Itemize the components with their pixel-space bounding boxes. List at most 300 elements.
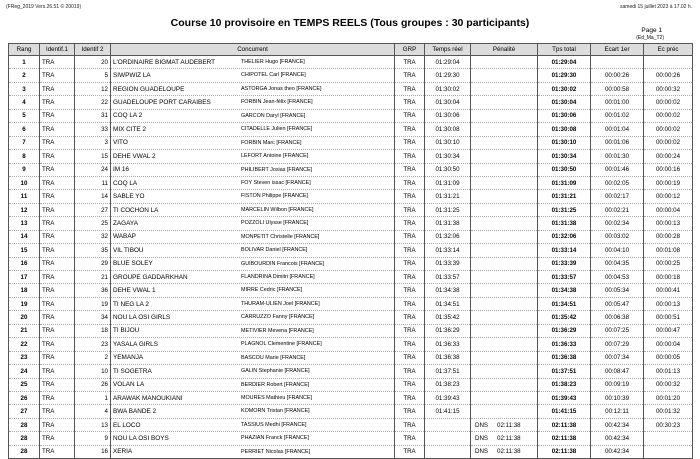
row-group: TRA (395, 176, 425, 189)
row-total-time: 01:39:43 (538, 391, 591, 404)
col-rang: Rang (9, 44, 40, 56)
row-penalty (471, 244, 538, 257)
row-gap-previous: 00:00:32 (644, 82, 693, 95)
table-row (9, 217, 693, 230)
row-gap-first: 00:01:00 (591, 96, 644, 109)
row-total-time: 01:29:30 (538, 69, 591, 82)
row-competitor (111, 230, 395, 243)
boat-name: WABAP (113, 233, 136, 241)
row-bib-number: 2 (75, 351, 111, 364)
row-total-time: 01:30:10 (538, 136, 591, 149)
row-competitor (111, 176, 395, 189)
row-rank: 28 (9, 445, 40, 458)
row-bib-number: 23 (75, 338, 111, 351)
row-category: TRA (40, 96, 75, 109)
row-penalty (471, 391, 538, 404)
row-gap-first: 00:03:02 (591, 230, 644, 243)
row-real-time: 01:31:38 (425, 217, 471, 230)
row-total-time: 01:33:14 (538, 244, 591, 257)
row-total-time: 01:31:25 (538, 203, 591, 216)
table-row (9, 109, 693, 122)
row-category: TRA (40, 163, 75, 176)
skipper-name: GARCON Daryl [FRANCE] (241, 112, 306, 119)
skipper-name: KOMORN Tristan [FRANCE] (241, 408, 310, 415)
row-total-time: 01:41:15 (538, 405, 591, 418)
row-rank: 17 (9, 271, 40, 284)
row-category: TRA (40, 284, 75, 297)
row-real-time: 01:39:43 (425, 391, 471, 404)
row-total-time: 01:31:21 (538, 190, 591, 203)
row-bib-number: 4 (75, 405, 111, 418)
boat-name: COQ LA (113, 179, 138, 187)
row-real-time: 01:30:08 (425, 123, 471, 136)
skipper-name: FLANDRINA Dimitri [FRANCE] (241, 274, 315, 280)
row-penalty (471, 365, 538, 378)
row-penalty (471, 324, 538, 337)
skipper-name: CITADELLE Julien [FRANCE] (241, 126, 313, 133)
row-rank: 1 (9, 56, 40, 69)
table-header-row (9, 44, 693, 56)
row-real-time: 01:38:23 (425, 378, 471, 391)
table-row (9, 96, 693, 109)
row-gap-first: 00:42:34 (591, 445, 644, 458)
row-bib-number: 34 (75, 311, 111, 324)
row-competitor (111, 338, 395, 351)
row-group: TRA (395, 150, 425, 163)
row-penalty (471, 96, 538, 109)
boat-name: COQ LA 2 (113, 112, 143, 120)
row-category: TRA (40, 297, 75, 310)
row-competitor (111, 432, 395, 445)
row-group: TRA (395, 311, 425, 324)
row-group: TRA (395, 82, 425, 95)
row-competitor (111, 297, 395, 310)
boat-name: BWA BANDE 2 (113, 408, 157, 416)
row-gap-previous: 00:00:02 (644, 136, 693, 149)
row-real-time: 01:30:06 (425, 109, 471, 122)
row-competitor (111, 257, 395, 270)
boat-name: VOLAN LA (113, 381, 145, 389)
boat-name: SABLE YO (113, 193, 145, 201)
skipper-name: FOY Steven issac [FRANCE] (241, 179, 311, 186)
row-gap-first: 00:04:10 (591, 244, 644, 257)
row-bib-number: 12 (75, 82, 111, 95)
table-row (9, 391, 693, 404)
row-rank: 19 (9, 297, 40, 310)
row-category: TRA (40, 257, 75, 270)
boat-name: REGION GUADELOUPE (113, 85, 185, 93)
row-rank: 8 (9, 150, 40, 163)
row-category: TRA (40, 69, 75, 82)
boat-name: GROUPE GADDARKHAN (113, 273, 188, 281)
skipper-name: FORBIN Jean-félix [FRANCE] (241, 99, 313, 106)
row-penalty (471, 271, 538, 284)
boat-name: ARAWAK MANOUKIANI (113, 394, 183, 402)
row-real-time: 01:36:33 (425, 338, 471, 351)
row-penalty (471, 217, 538, 230)
row-real-time: 01:30:04 (425, 96, 471, 109)
row-real-time (425, 418, 471, 431)
row-penalty (471, 257, 538, 270)
row-group: TRA (395, 284, 425, 297)
row-gap-first: 00:01:46 (591, 163, 644, 176)
row-bib-number: 33 (75, 123, 111, 136)
row-competitor (111, 190, 395, 203)
row-category: TRA (40, 136, 75, 149)
row-total-time: 01:34:51 (538, 297, 591, 310)
row-bib-number: 21 (75, 271, 111, 284)
row-competitor (111, 56, 395, 69)
row-gap-first: 00:02:05 (591, 176, 644, 189)
boat-name: TI COCHON LA (113, 206, 159, 214)
boat-name: TI BIJOU (113, 327, 140, 335)
row-group: TRA (395, 230, 425, 243)
row-penalty (471, 432, 538, 445)
row-competitor (111, 96, 395, 109)
row-category: TRA (40, 230, 75, 243)
row-category: TRA (40, 311, 75, 324)
table-row (9, 324, 693, 337)
skipper-name: PHILIBERT Josias [FRANCE] (241, 166, 313, 173)
boat-name: ZAGAYA (113, 219, 138, 227)
software-version: (FReg_2019 Vers.26.51 © 20019) (6, 4, 82, 10)
row-gap-previous: 00:00:05 (644, 351, 693, 364)
row-gap-first: 00:01:06 (591, 136, 644, 149)
row-rank: 14 (9, 230, 40, 243)
table-row (9, 365, 693, 378)
row-bib-number: 27 (75, 203, 111, 216)
row-real-time: 01:30:02 (425, 82, 471, 95)
table-row (9, 82, 693, 95)
row-bib-number: 16 (75, 445, 111, 458)
row-bib-number: 15 (75, 150, 111, 163)
row-competitor (111, 82, 395, 95)
table-row (9, 297, 693, 310)
row-group: TRA (395, 203, 425, 216)
boat-name: YEMANJA (113, 354, 144, 362)
row-competitor (111, 405, 395, 418)
skipper-name: CHIPOTEL Carl [FRANCE] (241, 72, 306, 79)
row-total-time: 01:35:42 (538, 311, 591, 324)
row-category: TRA (40, 405, 75, 418)
table-row (9, 190, 693, 203)
row-rank: 18 (9, 284, 40, 297)
row-real-time: 01:29:30 (425, 69, 471, 82)
skipper-name: TASSIUS Medhi [FRANCE] (241, 421, 307, 428)
penalty-time: 02:11:38 (497, 421, 521, 429)
row-category: TRA (40, 351, 75, 364)
skipper-name: FORBIN Marc [FRANCE] (241, 139, 302, 146)
row-real-time: 01:31:25 (425, 203, 471, 216)
row-rank: 6 (9, 123, 40, 136)
row-penalty (471, 190, 538, 203)
row-total-time: 01:32:06 (538, 230, 591, 243)
table-row (9, 56, 693, 69)
row-competitor (111, 418, 395, 431)
row-competitor (111, 378, 395, 391)
row-rank: 23 (9, 351, 40, 364)
row-rank: 5 (9, 109, 40, 122)
row-group: TRA (395, 297, 425, 310)
row-group: TRA (395, 96, 425, 109)
row-gap-previous: 00:00:02 (644, 123, 693, 136)
row-competitor (111, 445, 395, 458)
skipper-name: PLAGNOL Clementine [FRANCE] (241, 341, 322, 348)
row-penalty (471, 351, 538, 364)
row-rank: 10 (9, 176, 40, 189)
row-rank: 2 (9, 69, 40, 82)
row-rank: 15 (9, 244, 40, 257)
boat-name: IM 16 (113, 166, 129, 174)
row-gap-previous: 00:00:41 (644, 284, 693, 297)
row-gap-first: 00:02:17 (591, 190, 644, 203)
row-group: TRA (395, 123, 425, 136)
row-real-time (425, 445, 471, 458)
skipper-name: LEFORT Antoine [FRANCE] (241, 153, 309, 160)
table-row (9, 123, 693, 136)
row-competitor (111, 217, 395, 230)
penalty-code: DNS (475, 448, 489, 456)
row-penalty (471, 297, 538, 310)
row-total-time: 01:36:33 (538, 338, 591, 351)
row-group: TRA (395, 244, 425, 257)
row-rank: 16 (9, 257, 40, 270)
col-identif1: Identif.1 (40, 44, 75, 56)
row-competitor (111, 69, 395, 82)
row-competitor (111, 284, 395, 297)
row-rank: 22 (9, 338, 40, 351)
row-penalty (471, 311, 538, 324)
row-category: TRA (40, 203, 75, 216)
row-rank: 7 (9, 136, 40, 149)
table-row (9, 432, 693, 445)
row-gap-first: 00:01:30 (591, 150, 644, 163)
row-penalty (471, 405, 538, 418)
row-total-time: 01:37:51 (538, 365, 591, 378)
row-category: TRA (40, 82, 75, 95)
row-group: TRA (395, 136, 425, 149)
table-row (9, 176, 693, 189)
row-gap-first: 00:07:29 (591, 338, 644, 351)
row-total-time: 01:30:50 (538, 163, 591, 176)
row-bib-number: 11 (75, 176, 111, 189)
row-category: TRA (40, 324, 75, 337)
row-gap-previous (644, 56, 693, 69)
row-gap-first: 00:10:39 (591, 391, 644, 404)
col-concurrent: Concurrent (111, 44, 395, 56)
row-group: TRA (395, 190, 425, 203)
col-ec-prec: Ec préc (644, 44, 693, 56)
row-group: TRA (395, 271, 425, 284)
row-group: TRA (395, 365, 425, 378)
row-gap-first: 00:05:47 (591, 297, 644, 310)
row-gap-previous (644, 445, 693, 458)
col-ecart-1er: Ecart 1er (591, 44, 644, 56)
row-penalty (471, 136, 538, 149)
skipper-name: FISTON Philippe [FRANCE] (241, 193, 309, 200)
row-penalty (471, 203, 538, 216)
row-bib-number: 18 (75, 324, 111, 337)
row-gap-first: 00:07:25 (591, 324, 644, 337)
row-rank: 4 (9, 96, 40, 109)
table-row (9, 284, 693, 297)
skipper-name: CARRUZZO Fanny [FRANCE] (241, 314, 315, 321)
row-group: TRA (395, 338, 425, 351)
row-gap-first: 00:08:47 (591, 365, 644, 378)
col-tps-total: Tps total (538, 44, 591, 56)
row-gap-first: 00:00:58 (591, 82, 644, 95)
table-row (9, 163, 693, 176)
boat-name: SIWPWIZ LA (113, 72, 151, 80)
skipper-name: BOLIVAR Daniel [FRANCE] (241, 247, 308, 254)
row-gap-first: 00:09:19 (591, 378, 644, 391)
boat-name: NOU LA OSI GIRLS (113, 314, 171, 322)
row-gap-previous: 00:00:02 (644, 109, 693, 122)
row-bib-number: 1 (75, 391, 111, 404)
row-gap-first: 00:42:34 (591, 432, 644, 445)
row-bib-number: 20 (75, 56, 111, 69)
row-penalty (471, 418, 538, 431)
table-row (9, 351, 693, 364)
row-group: TRA (395, 324, 425, 337)
row-category: TRA (40, 391, 75, 404)
row-penalty (471, 378, 538, 391)
boat-name: XERIA (113, 448, 133, 456)
row-gap-previous: 00:00:18 (644, 271, 693, 284)
row-real-time: 01:33:57 (425, 271, 471, 284)
table-row (9, 230, 693, 243)
row-total-time: 01:30:02 (538, 82, 591, 95)
table-row (9, 418, 693, 431)
row-real-time: 01:33:39 (425, 257, 471, 270)
col-identif2: Identif 2 (75, 44, 111, 56)
skipper-name: MIRRE Cedric [FRANCE] (241, 287, 303, 294)
row-gap-previous: 00:01:20 (644, 391, 693, 404)
table-row (9, 203, 693, 216)
penalty-code: DNS (475, 421, 489, 429)
row-total-time: 01:30:04 (538, 96, 591, 109)
row-rank: 11 (9, 190, 40, 203)
row-bib-number: 10 (75, 365, 111, 378)
row-bib-number: 29 (75, 257, 111, 270)
row-gap-previous (644, 432, 693, 445)
row-gap-previous: 00:00:13 (644, 217, 693, 230)
row-bib-number: 14 (75, 190, 111, 203)
row-competitor (111, 311, 395, 324)
row-competitor (111, 136, 395, 149)
table-row (9, 271, 693, 284)
col-grp: GRP (395, 44, 425, 56)
row-real-time: 01:30:50 (425, 163, 471, 176)
row-gap-previous: 00:01:08 (644, 244, 693, 257)
row-group: TRA (395, 378, 425, 391)
row-gap-previous: 00:30:23 (644, 418, 693, 431)
skipper-name: PHAZIAN Franck [FRANCE] (241, 435, 309, 442)
row-category: TRA (40, 271, 75, 284)
row-bib-number: 36 (75, 284, 111, 297)
row-real-time: 01:30:10 (425, 136, 471, 149)
row-gap-previous: 00:00:51 (644, 311, 693, 324)
row-penalty (471, 338, 538, 351)
boat-name: TI NEG LA 2 (113, 300, 149, 308)
boat-name: GUADELOUPE PORT CARAIBES (113, 99, 211, 107)
row-group: TRA (395, 163, 425, 176)
row-bib-number: 35 (75, 244, 111, 257)
row-real-time: 01:32:06 (425, 230, 471, 243)
boat-name: DEHE VWAL 1 (113, 287, 156, 295)
row-gap-first: 00:06:38 (591, 311, 644, 324)
row-group: TRA (395, 217, 425, 230)
row-category: TRA (40, 123, 75, 136)
row-gap-previous: 00:01:32 (644, 405, 693, 418)
row-bib-number: 19 (75, 297, 111, 310)
row-gap-previous: 00:00:25 (644, 257, 693, 270)
row-gap-first: 00:04:35 (591, 257, 644, 270)
row-rank: 28 (9, 418, 40, 431)
table-row (9, 150, 693, 163)
skipper-name: MONPETIT Christelle [FRANCE] (241, 233, 320, 240)
row-category: TRA (40, 176, 75, 189)
row-gap-previous: 00:00:16 (644, 163, 693, 176)
col-temps-reel: Temps réel (425, 44, 471, 56)
row-real-time: 01:33:14 (425, 244, 471, 257)
row-gap-previous: 00:00:19 (644, 176, 693, 189)
row-gap-previous: 00:00:32 (644, 378, 693, 391)
row-penalty (471, 284, 538, 297)
skipper-name: ASTORGA Jonas theo [FRANCE] (241, 85, 322, 92)
row-total-time: 01:34:38 (538, 284, 591, 297)
results-table (8, 43, 693, 459)
row-total-time: 01:31:38 (538, 217, 591, 230)
skipper-name: MARCELIN Wilbon [FRANCE] (241, 206, 314, 213)
row-rank: 26 (9, 391, 40, 404)
row-total-time: 02:11:38 (538, 445, 591, 458)
row-rank: 20 (9, 311, 40, 324)
row-competitor (111, 244, 395, 257)
row-total-time: 01:36:38 (538, 351, 591, 364)
table-row (9, 136, 693, 149)
row-gap-first (591, 56, 644, 69)
row-penalty (471, 150, 538, 163)
row-real-time: 01:30:34 (425, 150, 471, 163)
boat-name: VITO (113, 139, 128, 147)
table-row (9, 257, 693, 270)
row-group: TRA (395, 391, 425, 404)
row-category: TRA (40, 445, 75, 458)
table-row (9, 311, 693, 324)
row-real-time: 01:37:51 (425, 365, 471, 378)
boat-name: TI SOGETRA (113, 367, 152, 375)
row-competitor (111, 150, 395, 163)
row-gap-previous: 00:00:28 (644, 230, 693, 243)
row-bib-number: 9 (75, 432, 111, 445)
row-total-time: 01:31:09 (538, 176, 591, 189)
row-total-time: 01:30:06 (538, 109, 591, 122)
skipper-name: MOURES Mathieu [FRANCE] (241, 394, 312, 401)
row-category: TRA (40, 378, 75, 391)
penalty-time: 02:11:38 (497, 434, 521, 442)
table-row (9, 69, 693, 82)
row-gap-first: 00:01:02 (591, 109, 644, 122)
row-real-time: 01:31:21 (425, 190, 471, 203)
row-penalty (471, 109, 538, 122)
row-bib-number: 26 (75, 378, 111, 391)
boat-name: YASALA GIRLS (113, 340, 158, 348)
row-total-time: 02:11:38 (538, 432, 591, 445)
row-penalty (471, 123, 538, 136)
row-category: TRA (40, 432, 75, 445)
row-gap-previous: 00:00:04 (644, 338, 693, 351)
